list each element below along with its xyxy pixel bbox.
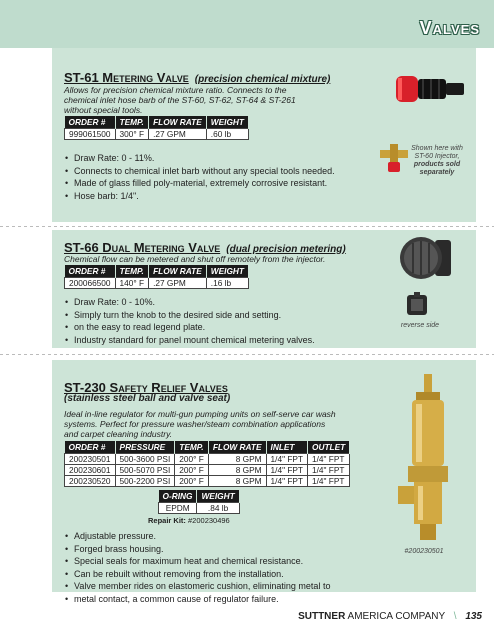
table-header: ORDER #: [65, 265, 116, 278]
table-header: TEMP.: [115, 265, 149, 278]
list-item: • on the easy to read legend plate.: [74, 321, 374, 334]
st230-features: [64, 530, 384, 605]
st61-valve-image: [392, 62, 472, 116]
list-item: • Made of glass filled poly-material, extremely corrosive resistant.: [74, 177, 374, 190]
st230-valve-image: [398, 374, 458, 546]
page-footer: [298, 611, 482, 622]
st61-description: Allows for precision chemical mixture ratio. Connects to the chemical inlet hose barb of the ST-60, ST-62, ST-64 & ST-261 without special tools.: [64, 85, 296, 115]
table-row: EPDM .84 lb: [159, 503, 240, 514]
table-header: WEIGHT: [206, 116, 248, 129]
list-item: • Hose barb: 1/4".: [74, 190, 374, 203]
table-header: ORDER #: [65, 441, 116, 454]
st66-caption: reverse side: [400, 322, 440, 329]
st230-subtitle: (stainless steel ball and valve seat): [64, 393, 231, 404]
st230-spec-table: [64, 441, 350, 487]
st230-title: ST-230 Safety Relief Valves: [64, 380, 228, 395]
table-header: WEIGHT: [206, 265, 248, 278]
st230-oring-table: [158, 490, 240, 514]
st230-description: Ideal in-line regulator for multi-gun pumping units on self-serve car wash systems. Perfect for pressure washer/steam combination applications and carpet cleaning industry.: [64, 409, 336, 439]
list-item: • Forged brass housing.: [74, 543, 384, 556]
table-row: 200066500 140° F .27 GPM .16 lb: [65, 278, 249, 289]
st61-caption: Shown here with ST-60 Injector, products sold separately: [411, 145, 463, 176]
divider: [0, 226, 494, 227]
table-header: TEMP.: [115, 116, 149, 129]
st230-repair-kit: Repair Kit: #200230496: [148, 516, 230, 525]
table-header: WEIGHT: [197, 490, 239, 503]
table-header: ORDER #: [65, 116, 116, 129]
table-row: 999061500 300° F .27 GPM .60 lb: [65, 129, 249, 140]
list-item: • Draw Rate: 0 - 11%.: [74, 152, 374, 165]
list-item: • Draw Rate: 0 - 10%.: [74, 296, 374, 309]
list-item: • Adjustable pressure.: [74, 530, 384, 543]
footer-divider: \: [453, 611, 457, 622]
table-row: 200230501 500-3600 PSI 200° F 8 GPM 1/4" FPT 1/4" FPT: [65, 454, 350, 465]
list-item: • Special seals for maximum heat and chemical resistance.: [74, 555, 384, 568]
table-header: OUTLET: [308, 441, 350, 454]
list-item: • Industry standard for panel mount chemical metering valves.: [74, 334, 374, 347]
table-header: FLOW RATE: [149, 116, 207, 129]
list-item: • Connects to chemical inlet barb without any special tools needed.: [74, 165, 374, 178]
table-row: 200230601 500-5070 PSI 200° F 8 GPM 1/4" FPT 1/4" FPT: [65, 465, 350, 476]
st61-spec-table: [64, 116, 249, 140]
footer-company: AMERICA COMPANY: [347, 611, 445, 622]
list-item: • Simply turn the knob to the desired side and setting.: [74, 309, 374, 322]
list-item: • Can be rebuilt without removing from the installation.: [74, 568, 384, 581]
divider: [0, 354, 494, 355]
table-header: FLOW RATE: [208, 441, 266, 454]
st66-spec-table: [64, 265, 249, 289]
st230-caption: #200230501: [404, 548, 444, 555]
st66-valve-image: [395, 232, 455, 284]
list-item: • Valve member rides on elastomeric cushion, eliminating metal to: [74, 580, 384, 593]
st61-features: [64, 152, 374, 202]
table-header: PRESSURE: [115, 441, 175, 454]
st66-title: ST-66 Dual Metering Valve (dual precision metering): [64, 240, 346, 255]
page-header: [0, 0, 494, 48]
st66-reverse-image: [404, 292, 430, 318]
page-title: Valves: [419, 18, 480, 38]
table-header: O-RING: [159, 490, 197, 503]
table-header: INLET: [266, 441, 307, 454]
footer-brand: SUTTNER: [298, 611, 346, 622]
list-item: • metal contact, a common cause of regulator failure.: [74, 593, 384, 606]
table-header: FLOW RATE: [149, 265, 207, 278]
st60-injector-image: [376, 140, 412, 176]
table-header: TEMP.: [175, 441, 209, 454]
st66-features: [64, 296, 374, 346]
page-number: 135: [465, 611, 482, 622]
st61-title: ST-61 Metering Valve (precision chemical mixture): [64, 70, 331, 85]
table-row: 200230520 500-2200 PSI 200° F 8 GPM 1/4" FPT 1/4" FPT: [65, 476, 350, 487]
st66-description: Chemical flow can be metered and shut off remotely from the injector.: [64, 254, 326, 264]
